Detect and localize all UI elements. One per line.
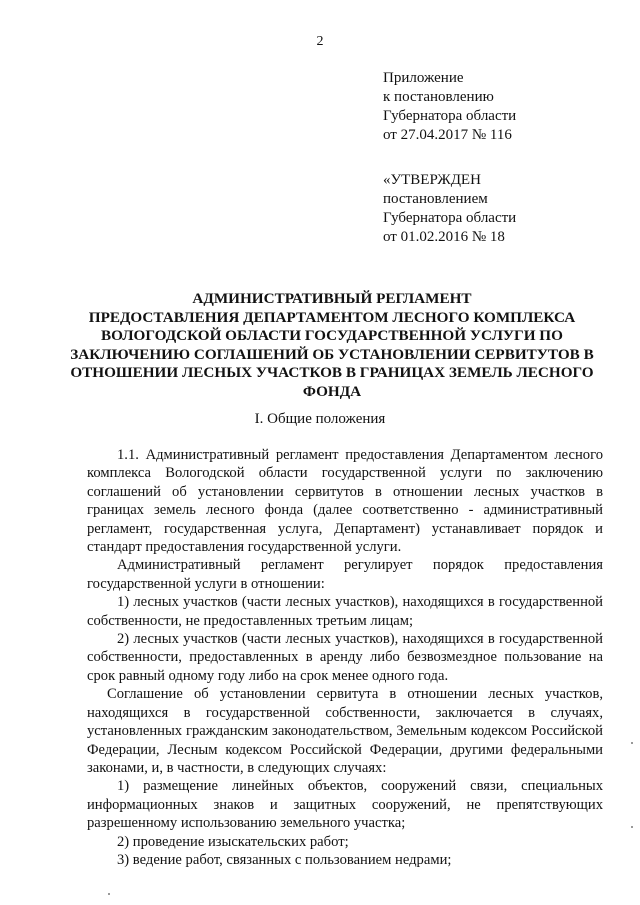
paragraph: 3) ведение работ, связанных с пользованием недрами; (117, 851, 452, 868)
paragraph: 2) проведение изыскательских работ; (117, 833, 349, 850)
approval-line: постановлением (383, 191, 488, 207)
appendix-line: Губернатора области (383, 108, 517, 124)
appendix-line: Приложение (383, 70, 464, 86)
paragraph: 1.1. Административный регламент предоставления Департаментом лесного комплекса Вологодской области государственной услуги по заключению соглашений об установлении сервитутов в отношении лесных участков в границах земель лесного фонда (далее соответственно - административный регламент, государственная услуга, Департамент) устанавливает порядок и стандарт предоставления государственной услуги. (87, 447, 603, 556)
page-number: 2 (316, 34, 324, 49)
title-line: ОТНОШЕНИИ ЛЕСНЫХ УЧАСТКОВ В ГРАНИЦАХ ЗЕМЕЛЬ ЛЕСНОГО (70, 364, 594, 382)
appendix-block (383, 69, 516, 145)
title-line: АДМИНИСТРАТИВНЫЙ РЕГЛАМЕНТ (192, 290, 472, 307)
paragraph: 1) размещение линейных объектов, сооружений связи, специальных информационных знаков и защитных сооружений, не препятствующих разрешенному использованию земельного участка; (87, 778, 603, 832)
paragraph: Административный регламент регулирует порядок предоставления государственной услуги в отношении: (87, 557, 603, 592)
scan-mark (631, 742, 633, 744)
paragraph: 2) лесных участков (части лесных участков), находящихся в государственной собственности, предоставленных в аренду либо безвозмездное пользование на срок равный одному году либо на срок менее одного года. (87, 631, 603, 684)
title-line: ВОЛОГОДСКОЙ ОБЛАСТИ ГОСУДАРСТВЕННОЙ УСЛУГИ ПО (101, 327, 563, 345)
paragraph: 1) лесных участков (части лесных участков), находящихся в государственной собственности, не предоставленных третьим лицам; (87, 594, 603, 629)
approval-block (383, 171, 516, 247)
title-line: ЗАКЛЮЧЕНИЮ СОГЛАШЕНИЙ ОБ УСТАНОВЛЕНИИ СЕРВИТУТОВ В (70, 345, 594, 363)
approval-line: Губернатора области (383, 210, 517, 226)
appendix-line: от 27.04.2017 № 116 (383, 127, 512, 143)
title-line: ПРЕДОСТАВЛЕНИЯ ДЕПАРТАМЕНТОМ ЛЕСНОГО КОМПЛЕКСА (88, 308, 576, 326)
title-line: ФОНДА (302, 382, 362, 400)
section-heading: I. Общие положения (254, 411, 386, 427)
approval-line: «УТВЕРЖДЕН (383, 172, 481, 188)
paragraph: Соглашение об установлении сервитута в отношении лесных участков, находящихся в государственной собственности, заключается в случаях, установленных гражданским законодательством, Земельным кодексом Российской Федерации, Лесным кодексом Российской Федерации, другими федеральными законами, и, в частности, в следующих случаях: (87, 686, 603, 776)
scan-mark (108, 893, 110, 895)
scan-mark (631, 826, 633, 828)
document-title (62, 290, 602, 402)
approval-line: от 01.02.2016 № 18 (383, 229, 505, 245)
appendix-line: к постановлению (383, 89, 494, 105)
document-body (87, 446, 603, 869)
